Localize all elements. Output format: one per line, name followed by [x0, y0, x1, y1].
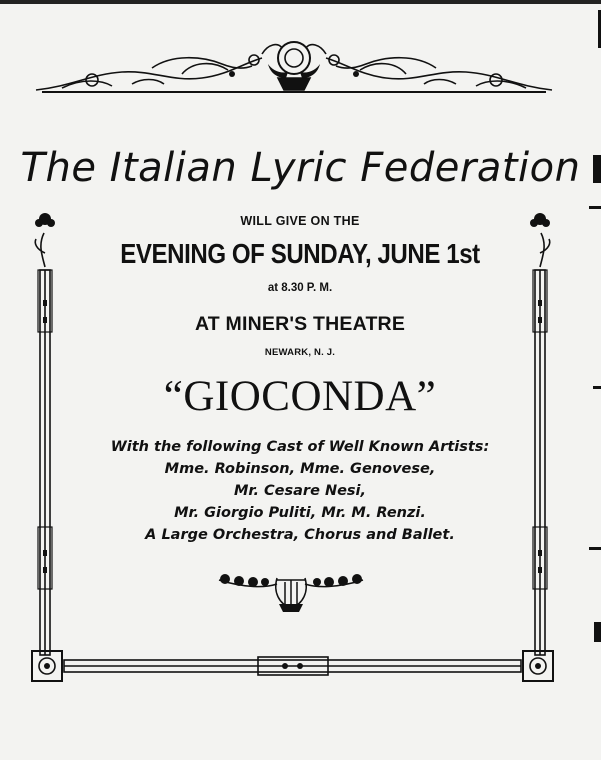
cherub-garland-icon [32, 34, 556, 98]
venue-city: NEWARK, N. J. [264, 347, 336, 358]
performance-time: at 8.30 P. M. [267, 282, 333, 294]
scan-edge-marks [589, 0, 601, 760]
cast-line: Mme. Robinson, Mme. Genovese, [164, 461, 436, 477]
performance-date: EVENING OF SUNDAY, JUNE 1st [120, 238, 480, 269]
cast-line: Mr. Giorgio Puliti, Mr. M. Renzi. [174, 505, 426, 521]
cast-intro: With the following Cast of Well Known Artists: [110, 439, 490, 455]
cast-line: A Large Orchestra, Chorus and Ballet. [145, 527, 455, 543]
cast-line: Mr. Cesare Nesi, [233, 483, 367, 499]
lyre-icon [215, 570, 367, 612]
announcement: WILL GIVE ON THE [240, 214, 360, 228]
scan-edge [0, 0, 601, 4]
opera-title: “GIOCONDA” [163, 373, 437, 420]
venue-name: AT MINER'S THEATRE [194, 313, 406, 335]
page-title: The Italian Lyric Federation [20, 145, 581, 191]
